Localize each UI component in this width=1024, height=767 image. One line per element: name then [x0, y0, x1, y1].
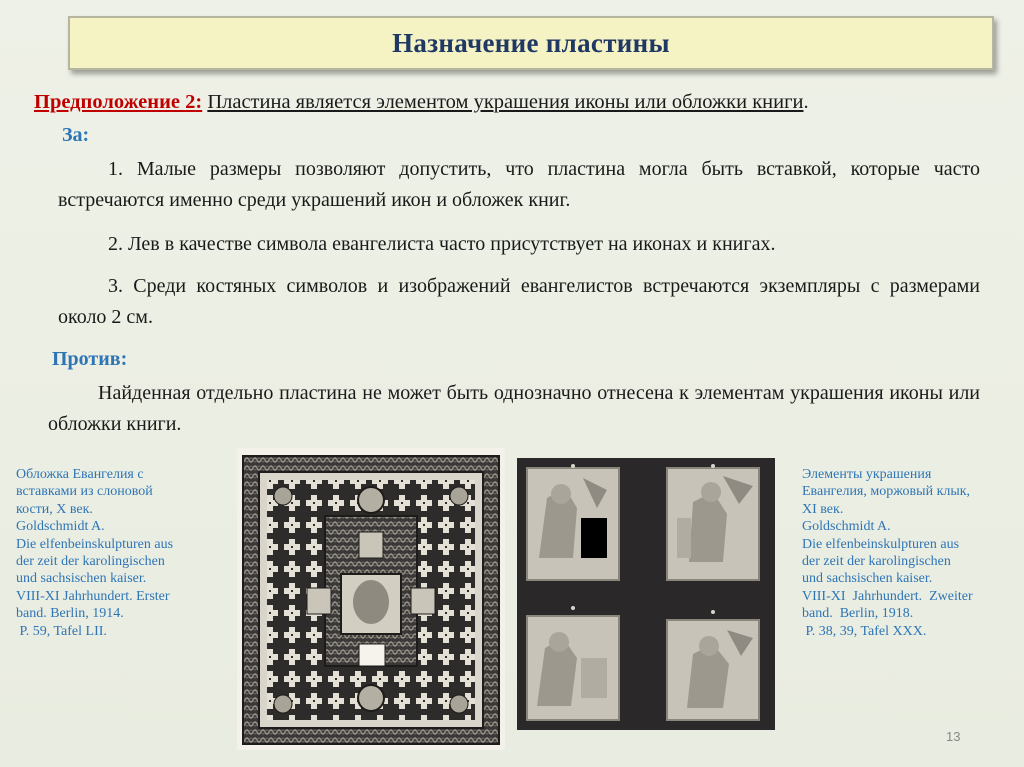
caption-line: Евангелия, моржовый клык,: [802, 484, 971, 500]
for-label: За:: [62, 124, 90, 146]
caption-right: [802, 466, 1017, 640]
caption-line: VIII-XI Jahrhundert. Zweiter: [802, 588, 973, 604]
caption-line: XI век.: [802, 501, 844, 517]
for-point-1: 1. Малые размеры позволяют допустить, что пластина могла быть вставкой, которые часто встречаются именно среди украшений икон и обложек книг.: [58, 158, 980, 211]
caption-line: band. Berlin, 1914.: [16, 606, 124, 622]
hypothesis-line: [34, 91, 1009, 114]
caption-line: кости, X век.: [16, 501, 93, 517]
caption-line: Goldschmidt A.: [802, 519, 891, 535]
caption-line: Обложка Евангелия с: [16, 467, 144, 482]
caption-line: P. 59, Tafel LII.: [16, 623, 107, 639]
caption-line: Die elfenbeinskulpturen aus: [802, 536, 960, 552]
against-label: Против:: [52, 348, 128, 370]
caption-line: Элементы украшения: [802, 467, 932, 482]
book-cover-image: [237, 448, 505, 750]
hypothesis-colon: :: [195, 91, 203, 113]
caption-line: Die elfenbeinskulpturen aus: [16, 536, 174, 552]
caption-left: [16, 466, 231, 640]
caption-line: der zeit der karolingischen: [16, 554, 165, 570]
ivory-plaques-image: [517, 458, 775, 730]
caption-line: band. Berlin, 1918.: [802, 606, 914, 622]
hypothesis-end: .: [803, 91, 809, 113]
hypothesis-label: Предположение 2: [34, 91, 196, 113]
slide-title: Назначение пластины: [392, 27, 670, 58]
against-text: Найденная отдельно пластина не может быть однозначно отнесена к элементам украшения иконы или обложки книги.: [48, 382, 980, 435]
title-box: [68, 16, 994, 70]
caption-line: P. 38, 39, Tafel XXX.: [802, 623, 927, 639]
caption-line: und sachsischen kaiser.: [16, 571, 147, 587]
caption-line: вставками из слоновой: [16, 484, 153, 500]
caption-line: VIII-XI Jahrhundert. Erster: [16, 588, 170, 604]
page-number: 13: [946, 729, 961, 744]
caption-line: Goldschmidt A.: [16, 519, 105, 535]
hypothesis-text: Пластина является элементом украшения иконы или обложки книги: [207, 91, 804, 113]
caption-line: der zeit der karolingischen: [802, 554, 951, 570]
for-point-2: 2. Лев в качестве символа евангелиста часто присутствует на иконах и книгах.: [108, 233, 776, 255]
caption-line: und sachsischen kaiser.: [802, 571, 933, 587]
for-point-3: 3. Среди костяных символов и изображений евангелистов встречаются экземпляры с размерами около 2 см.: [58, 275, 980, 328]
